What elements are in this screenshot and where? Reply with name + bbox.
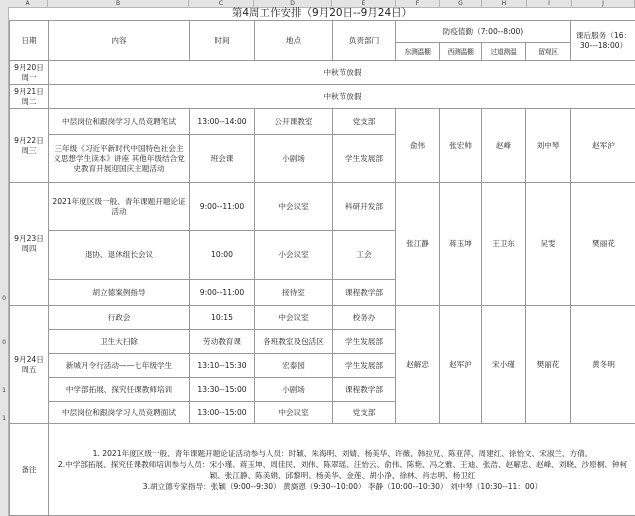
- event-content[interactable]: 中层岗位和跟岗学习人员竞聘面试: [49, 402, 190, 424]
- duty-east[interactable]: 张江静: [396, 183, 440, 306]
- row-header-bar: [0, 7, 9, 516]
- event-place[interactable]: 公开课教室: [255, 109, 333, 135]
- column-header-d[interactable]: D: [254, 0, 332, 7]
- event-time[interactable]: 10:00: [190, 231, 255, 280]
- event-place[interactable]: 各班教室及包活区: [255, 330, 333, 354]
- weekday-label: 周四: [21, 244, 37, 253]
- header-duty[interactable]: 防疫值勤（7:00--8:00): [396, 21, 571, 43]
- header-post-corridor[interactable]: [482, 43, 526, 61]
- header-post-east-label: 东测温棚: [404, 47, 431, 56]
- event-place[interactable]: 小剧场: [255, 135, 333, 183]
- event-time[interactable]: 班会课: [190, 135, 255, 183]
- event-place[interactable]: 接待室: [255, 280, 333, 306]
- date-cell[interactable]: [10, 306, 49, 424]
- event-place[interactable]: 小会议室: [255, 231, 333, 280]
- header-time[interactable]: 时间: [190, 21, 255, 61]
- after-school-cell[interactable]: 赵军沪: [571, 109, 635, 183]
- column-header-e[interactable]: E: [332, 0, 396, 7]
- event-time[interactable]: 13:30--15:00: [190, 378, 255, 402]
- event-time[interactable]: 13:00--15:00: [190, 402, 255, 424]
- page-title: 第4周工作安排（9月20日--9月24日）: [9, 7, 635, 21]
- event-content[interactable]: 退协、退休组长会议: [49, 231, 190, 280]
- header-date[interactable]: 日期: [10, 21, 49, 61]
- event-dept[interactable]: 课程教学部: [333, 378, 396, 402]
- event-time[interactable]: 13:00--14:00: [190, 109, 255, 135]
- date-cell[interactable]: [10, 183, 49, 306]
- event-place[interactable]: 宏泰园: [255, 354, 333, 378]
- event-time[interactable]: 9:00--11:00: [190, 183, 255, 231]
- header-post-observe-label: 留观区: [538, 47, 558, 56]
- holiday-cell[interactable]: 中秋节放假: [49, 85, 635, 109]
- date-label: 9月22日: [14, 135, 44, 145]
- notes-cell[interactable]: [49, 424, 635, 516]
- event-dept[interactable]: 党支部: [333, 109, 396, 135]
- header-post-corridor-label: 过道测温: [490, 47, 517, 56]
- event-content[interactable]: 中层岗位和跟岗学习人员竞聘笔试: [49, 109, 190, 135]
- date-label: 9月24日: [14, 354, 44, 364]
- column-header-a[interactable]: A: [8, 0, 48, 7]
- header-dept[interactable]: 负责部门: [333, 21, 396, 61]
- event-place[interactable]: 中会议室: [255, 306, 333, 330]
- event-dept[interactable]: 学生发展部: [333, 135, 396, 183]
- column-header-b[interactable]: B: [48, 0, 189, 7]
- duty-corridor[interactable]: 宋小瑾: [482, 306, 526, 424]
- event-content[interactable]: 行政会: [49, 306, 190, 330]
- date-cell[interactable]: [10, 109, 49, 183]
- duty-observe[interactable]: 樊丽花: [526, 306, 571, 424]
- event-time[interactable]: 10:15: [190, 306, 255, 330]
- event-content[interactable]: 卫生大扫除: [49, 330, 190, 354]
- header-post-west[interactable]: [440, 43, 482, 61]
- row-header-label[interactable]: 1: [2, 415, 6, 422]
- event-place[interactable]: 中会议室: [255, 402, 333, 424]
- duty-west[interactable]: 赵军沪: [440, 306, 482, 424]
- event-time[interactable]: 13:10--15:30: [190, 354, 255, 378]
- duty-corridor[interactable]: 王卫东: [482, 183, 526, 306]
- date-label: 9月23日: [14, 234, 44, 243]
- header-place[interactable]: 地点: [255, 21, 333, 61]
- event-dept[interactable]: 学生发展部: [333, 330, 396, 354]
- duty-east[interactable]: 俞伟: [396, 109, 440, 183]
- header-content[interactable]: 内容: [49, 21, 190, 61]
- schedule-table: [9, 20, 635, 516]
- event-dept[interactable]: 工会: [333, 231, 396, 280]
- duty-observe[interactable]: 刘中琴: [526, 109, 571, 183]
- row-header-label[interactable]: 0: [2, 295, 6, 302]
- header-post-west-label: 西测温棚: [447, 47, 474, 56]
- header-after-school[interactable]: 课后服务（16：30---18:00）: [571, 21, 635, 61]
- header-post-east[interactable]: [396, 43, 440, 61]
- weekday-label: 周一: [21, 72, 37, 82]
- event-content[interactable]: 三年级《习近平新时代中国特色社会主义思想学生读本》讲座 其他年级结合党史教育开展迎国庆主题活动: [49, 135, 190, 183]
- event-place[interactable]: 中会议室: [255, 183, 333, 231]
- notes-label[interactable]: 备注: [10, 424, 49, 516]
- holiday-cell[interactable]: 中秋节放假: [49, 61, 635, 85]
- weekday-label: 周五: [21, 364, 37, 374]
- event-content[interactable]: 中学部拓展、探究任课教师培训: [49, 378, 190, 402]
- weekday-label: 周二: [21, 96, 37, 106]
- notes-line-2: 2.中学部拓展、探究任课教师培训参与人员：宋小瑾、蒋玉坤、周佳民、刘伟、陈翠瑶、汪怡云、俞伟、陈艳、冯之雅、王迪、张浩、赵解忠、赵峰、刘晓、沙原桐、钟柯颖、张江静、陈美娟、邱黎明、杨美华、金莲、胡小净、徐林、肖志明、杨卫红: [57, 459, 628, 480]
- event-content[interactable]: 2021年度区级一般、青年课题开题论证活动: [49, 183, 190, 231]
- row-header-label[interactable]: 0: [2, 339, 6, 346]
- after-school-cell[interactable]: 黄冬明: [571, 306, 635, 424]
- column-header-g[interactable]: G: [440, 0, 482, 7]
- event-time[interactable]: 劳动教育课: [190, 330, 255, 354]
- date-cell[interactable]: [10, 85, 49, 109]
- duty-observe[interactable]: 吴雯: [526, 183, 571, 306]
- duty-east[interactable]: 赵解忠: [396, 306, 440, 424]
- duty-west[interactable]: 张宏帅: [440, 109, 482, 183]
- event-content[interactable]: 新城月令行活动——七年级学生: [49, 354, 190, 378]
- event-dept[interactable]: 学生发展部: [333, 354, 396, 378]
- event-dept[interactable]: 校务办: [333, 306, 396, 330]
- event-dept[interactable]: 课程教学部: [333, 280, 396, 306]
- date-label: 9月20日: [14, 62, 44, 72]
- date-cell[interactable]: [10, 61, 49, 85]
- column-header-c[interactable]: C: [189, 0, 254, 7]
- event-content[interactable]: 胡立德案例指导: [49, 280, 190, 306]
- column-header-j[interactable]: J: [572, 0, 635, 7]
- event-time[interactable]: 9:00--11:00: [190, 280, 255, 306]
- header-post-observe[interactable]: [526, 43, 571, 61]
- column-header-f[interactable]: F: [396, 0, 440, 7]
- event-dept[interactable]: 党支部: [333, 402, 396, 424]
- duty-west[interactable]: 蒋玉坤: [440, 183, 482, 306]
- row-header-label[interactable]: 1: [2, 387, 6, 394]
- after-school-cell[interactable]: 樊丽花: [571, 183, 635, 306]
- duty-corridor[interactable]: 赵峰: [482, 109, 526, 183]
- column-header-i[interactable]: I: [527, 0, 572, 7]
- notes-line-1: 1. 2021年度区级一般、青年课题开题论证活动参与人员：时颖、朱海明、刘婧、杨美华、许薇、韩拉兄、陈亚萍、周建红、徐怡文、宋淑兰、方倩。: [92, 448, 593, 458]
- event-dept[interactable]: 科研开发部: [333, 183, 396, 231]
- weekday-label: 周三: [21, 145, 37, 155]
- event-place[interactable]: 小剧场: [255, 378, 333, 402]
- column-header-h[interactable]: H: [482, 0, 527, 7]
- date-label: 9月21日: [14, 86, 44, 96]
- notes-line-3: 3.胡立德专家指导：张颖（9:00--9:30） 黄旖恩（9:30--10:00） 李静（10:00--10:30） 刘中琴（10:30--11：00）: [142, 481, 543, 491]
